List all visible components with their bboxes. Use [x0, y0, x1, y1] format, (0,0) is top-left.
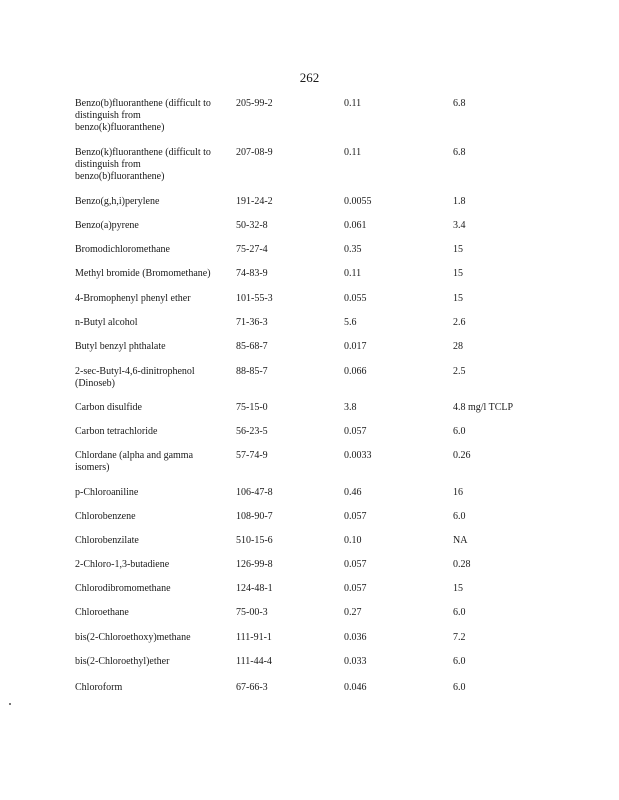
wastewater-value: 0.27	[344, 607, 362, 618]
cas-number: 111-91-1	[236, 632, 272, 643]
constituent-name: 2-Chloro-1,3-butadiene	[75, 559, 170, 570]
nonwastewater-value: 0.28	[453, 559, 471, 570]
wastewater-value: 0.066	[344, 366, 367, 377]
nonwastewater-value: 6.8	[453, 98, 466, 109]
cas-number: 75-15-0	[236, 402, 268, 413]
wastewater-value: 0.057	[344, 559, 367, 570]
cas-number: 71-36-3	[236, 317, 268, 328]
wastewater-value: 0.057	[344, 511, 367, 522]
cas-number: 101-55-3	[236, 293, 273, 304]
constituent-name: Chlorodibromomethane	[75, 583, 171, 594]
nonwastewater-value: 28	[453, 341, 463, 352]
constituent-name: Chlordane (alpha and gamma isomers)	[75, 450, 194, 473]
cas-number: 126-99-8	[236, 559, 273, 570]
wastewater-value: 0.11	[344, 268, 362, 279]
nonwastewater-value: 15	[453, 583, 463, 594]
nonwastewater-value: 16	[453, 487, 463, 498]
wastewater-value: 0.11	[344, 147, 362, 158]
constituent-name: 2-sec-Butyl-4,6-dinitrophenol (Dinoseb)	[75, 366, 195, 389]
wastewater-value: 0.0055	[344, 196, 372, 207]
wastewater-value: 0.061	[344, 220, 367, 231]
constituent-name: Chlorobenzilate	[75, 535, 139, 546]
cas-number: 75-27-4	[236, 244, 268, 255]
cas-number: 75-00-3	[236, 607, 268, 618]
cas-number: 50-32-8	[236, 220, 268, 231]
constituent-name: 4-Bromophenyl phenyl ether	[75, 293, 191, 304]
scan-speck	[9, 703, 11, 705]
constituent-name: Chloroethane	[75, 607, 129, 618]
nonwastewater-value: 15	[453, 293, 463, 304]
cas-number: 207-08-9	[236, 147, 273, 158]
nonwastewater-value: 6.8	[453, 147, 466, 158]
constituent-name: bis(2-Chloroethyl)ether	[75, 656, 170, 667]
wastewater-value: 0.036	[344, 632, 367, 643]
nonwastewater-value: 2.5	[453, 366, 466, 377]
cas-number: 56-23-5	[236, 426, 268, 437]
wastewater-value: 0.11	[344, 98, 362, 109]
constituent-name: Carbon disulfide	[75, 402, 142, 413]
constituent-name: bis(2-Chloroethoxy)methane	[75, 632, 191, 643]
wastewater-value: 0.057	[344, 583, 367, 594]
nonwastewater-value: 1.8	[453, 196, 466, 207]
page-number: 262	[299, 70, 320, 85]
constituent-name: Bromodichloromethane	[75, 244, 170, 255]
cas-number: 510-15-6	[236, 535, 273, 546]
constituent-name: Benzo(a)pyrene	[75, 220, 139, 231]
cas-number: 57-74-9	[236, 450, 268, 461]
cas-number: 85-68-7	[236, 341, 268, 352]
wastewater-value: 0.10	[344, 535, 362, 546]
nonwastewater-value: 7.2	[453, 632, 466, 643]
wastewater-value: 0.46	[344, 487, 362, 498]
constituent-name: Methyl bromide (Bromomethane)	[75, 268, 211, 279]
constituent-name: Chlorobenzene	[75, 511, 136, 522]
nonwastewater-value: 6.0	[453, 656, 466, 667]
wastewater-value: 0.35	[344, 244, 362, 255]
cas-number: 124-48-1	[236, 583, 273, 594]
constituent-name: Chloroform	[75, 682, 123, 693]
wastewater-value: 3.8	[344, 402, 357, 413]
nonwastewater-value: 15	[453, 268, 463, 279]
nonwastewater-value: 6.0	[453, 426, 466, 437]
nonwastewater-value: 6.0	[453, 607, 466, 618]
cas-number: 74-83-9	[236, 268, 268, 279]
constituent-name: Butyl benzyl phthalate	[75, 341, 166, 352]
wastewater-value: 0.033	[344, 656, 367, 667]
constituent-name: Benzo(b)fluoranthene (difficult to distinguish from benzo(k)fluoranthene)	[75, 98, 211, 133]
nonwastewater-value: 6.0	[453, 511, 466, 522]
wastewater-value: 5.6	[344, 317, 357, 328]
nonwastewater-value: 2.6	[453, 317, 466, 328]
nonwastewater-value: 3.4	[453, 220, 466, 231]
wastewater-value: 0.0033	[344, 450, 372, 461]
wastewater-value: 0.055	[344, 293, 367, 304]
constituent-name: p-Chloroaniline	[75, 487, 139, 498]
cas-number: 111-44-4	[236, 656, 272, 667]
constituent-name: n-Butyl alcohol	[75, 317, 138, 328]
nonwastewater-value: NA	[453, 535, 468, 546]
cas-number: 67-66-3	[236, 682, 268, 693]
cas-number: 191-24-2	[236, 196, 273, 207]
cas-number: 108-90-7	[236, 511, 273, 522]
constituent-name: Benzo(g,h,i)perylene	[75, 196, 160, 207]
wastewater-value: 0.057	[344, 426, 367, 437]
constituent-name: Carbon tetrachloride	[75, 426, 158, 437]
wastewater-value: 0.017	[344, 341, 367, 352]
wastewater-value: 0.046	[344, 682, 367, 693]
cas-number: 106-47-8	[236, 487, 273, 498]
cas-number: 205-99-2	[236, 98, 273, 109]
nonwastewater-value: 4.8 mg/l TCLP	[453, 402, 514, 413]
nonwastewater-value: 0.26	[453, 450, 471, 461]
cas-number: 88-85-7	[236, 366, 268, 377]
constituent-name: Benzo(k)fluoranthene (difficult to distinguish from benzo(b)fluoranthene)	[75, 147, 211, 182]
nonwastewater-value: 15	[453, 244, 463, 255]
nonwastewater-value: 6.0	[453, 682, 466, 693]
